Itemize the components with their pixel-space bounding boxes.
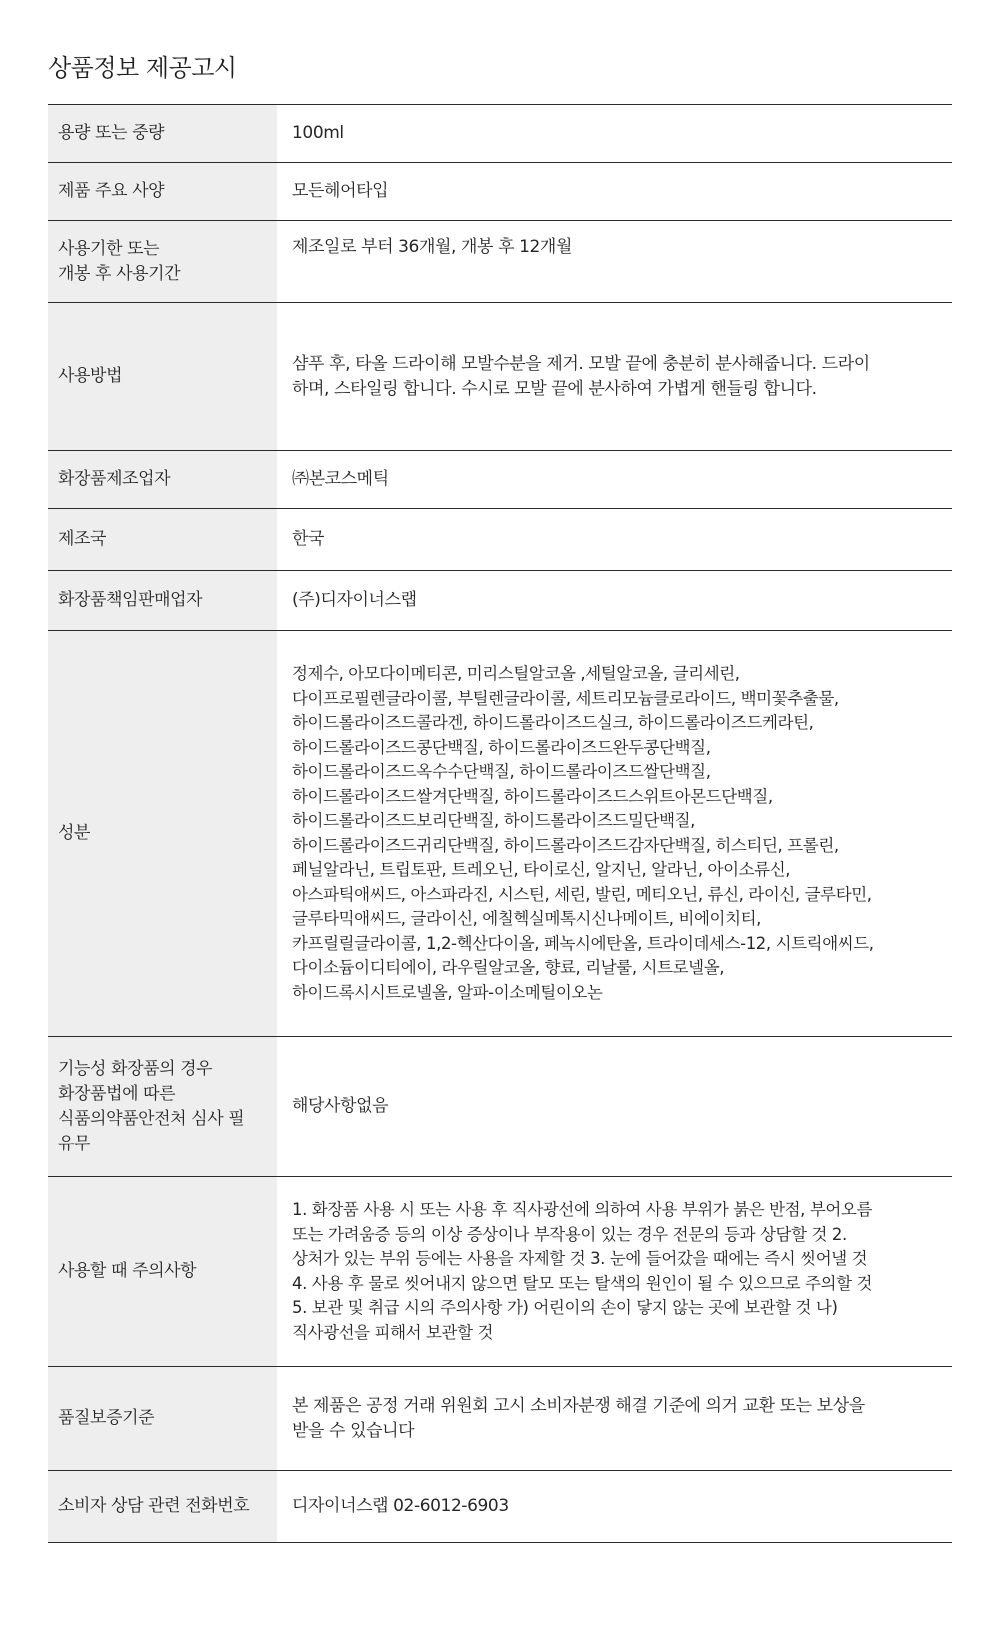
row-value [277, 1037, 952, 1177]
row-label [48, 631, 277, 1037]
table-row [48, 1367, 952, 1471]
row-value [277, 1471, 952, 1543]
row-label [48, 1471, 277, 1543]
row-label [48, 571, 277, 631]
page-title: 상품정보 제공고시 [48, 54, 237, 82]
row-value-text: 100ml [292, 123, 344, 143]
row-value-text: 한국 [292, 529, 325, 549]
table-row [48, 509, 952, 571]
row-label-text: 화장품책임판매업자 [58, 590, 203, 610]
row-value-text: 샴푸 후, 타올 드라이해 모발수분을 제거. 모발 끝에 충분히 분사해줍니다. 드라이 하며, 스타일링 합니다. 수시로 모발 끝에 분사하여 가볍게 핸들링 합니다. [292, 353, 870, 399]
row-label [48, 1037, 277, 1177]
table-row [48, 571, 952, 631]
row-value-text: 1. 화장품 사용 시 또는 사용 후 직사광선에 의하여 사용 부위가 붉은 반점, 부어오름 또는 가려움증 등의 이상 증상이나 부작용이 있는 경우 전문의 등과 상담할 것 2. 상처가 있는 부위 등에는 사용을 자제할 것 3. 눈에 들어갔을 때에는 즉시 씻어낼 것 4. 사용 후 물로 씻어내지 않으면 탈모 또는 탈색의 원인이 될 수 있으므로 주의할 것 5. 보관 및 취급 시의 주의사항 가) 어린이의 손이 닿지 않는 곳에 보관할 것 나) 직사광선을 피해서 보관할 것 [292, 1200, 873, 1342]
row-label-text: 화장품제조업자 [58, 469, 171, 489]
row-value [277, 1177, 952, 1367]
row-label-text: 품질보증기준 [58, 1408, 155, 1428]
row-value [277, 571, 952, 631]
row-value-text: 제조일로 부터 36개월, 개봉 후 12개월 [292, 237, 572, 257]
row-label-text: 제조국 [58, 529, 107, 549]
table-row [48, 221, 952, 303]
row-value [277, 509, 952, 571]
row-label [48, 451, 277, 509]
row-value-text: 디자이너스랩 02-6012-6903 [292, 1496, 509, 1516]
row-value [277, 163, 952, 221]
row-label [48, 221, 277, 303]
row-label [48, 1367, 277, 1471]
row-label-text: 소비자 상담 관련 전화번호 [58, 1496, 250, 1516]
row-label-text: 사용기한 또는 개봉 후 사용기간 [58, 238, 181, 284]
row-label [48, 1177, 277, 1367]
table-row [48, 451, 952, 509]
row-value [277, 221, 952, 303]
table-row [48, 1177, 952, 1367]
table-row [48, 631, 952, 1037]
row-label-text: 용량 또는 중량 [58, 123, 165, 143]
row-value-text: 본 제품은 공정 거래 위원회 고시 소비자분쟁 해결 기준에 의거 교환 또는 보상을 받을 수 있습니다 [292, 1395, 865, 1441]
row-value-text: 모든헤어타입 [292, 181, 389, 201]
row-label-text: 사용방법 [58, 366, 123, 386]
table-row [48, 163, 952, 221]
product-info-table [48, 104, 952, 1543]
table-row [48, 1471, 952, 1543]
row-label-text: 성분 [58, 823, 91, 843]
table-row [48, 105, 952, 163]
row-label [48, 163, 277, 221]
row-value-text: ㈜본코스메틱 [292, 469, 389, 489]
row-value [277, 105, 952, 163]
row-label-text: 기능성 화장품의 경우 화장품법에 따른 식품의약품안전처 심사 필 유무 [58, 1058, 245, 1154]
row-value-text: (주)디자이너스랩 [292, 590, 417, 610]
row-value [277, 1367, 952, 1471]
row-label-text: 사용할 때 주의사항 [58, 1261, 197, 1281]
row-value-text: 해당사항없음 [292, 1096, 389, 1116]
row-value [277, 303, 952, 451]
row-label [48, 303, 277, 451]
row-value-text: 정제수, 아모다이메티콘, 미리스틸알코올 ,세틸알코올, 글리세린, 다이프로필렌글라이콜, 부틸렌글라이콜, 세트리모늄클로라이드, 백미꽃추출물, 하이드롤라이즈드콜라겐, 하이드롤라이즈드실크, 하이드롤라이즈드케라틴, 하이드롤라이즈드콩단백질, 하이드롤라이즈드완두콩단백질, 하이드롤라이즈드옥수수단백질, 하이드롤라이즈드쌀단백질, 하이드롤라이즈드쌀겨단백질, 하이드롤라이즈드스위트아몬드단백질, 하이드롤라이즈드보리단백질, 하이드롤라이즈드밀단백질, 하이드롤라이즈드귀리단백질, 하이드롤라이즈드감자단백질, 히스티딘, 프롤린, 페닐알라닌, 트립토판, 트레오닌, 타이로신, 알지닌, 알라닌, 아이소류신, 아스파틱애씨드, 아스파라진, 시스틴, 세린, 발린, 메티오닌, 류신, 라이신, 글루타민, 글루타믹애씨드, 글라이신, 에칠헥실메톡시신나메이트, 비에이치티, 카프릴릴글라이콜, 1,2-헥산다이올, 페녹시에탄올, 트라이데세스-12, 시트릭애씨드, 다이소듐이디티에이, 라우릴알코올, 향료, 리날룰, 시트로넬올, 하이드록시시트로넬올, 알파-이소메틸이오논 [292, 664, 874, 1002]
row-value [277, 451, 952, 509]
row-label [48, 509, 277, 571]
row-label [48, 105, 277, 163]
row-value [277, 631, 952, 1037]
row-label-text: 제품 주요 사양 [58, 181, 165, 201]
table-row [48, 1037, 952, 1177]
table-row [48, 303, 952, 451]
